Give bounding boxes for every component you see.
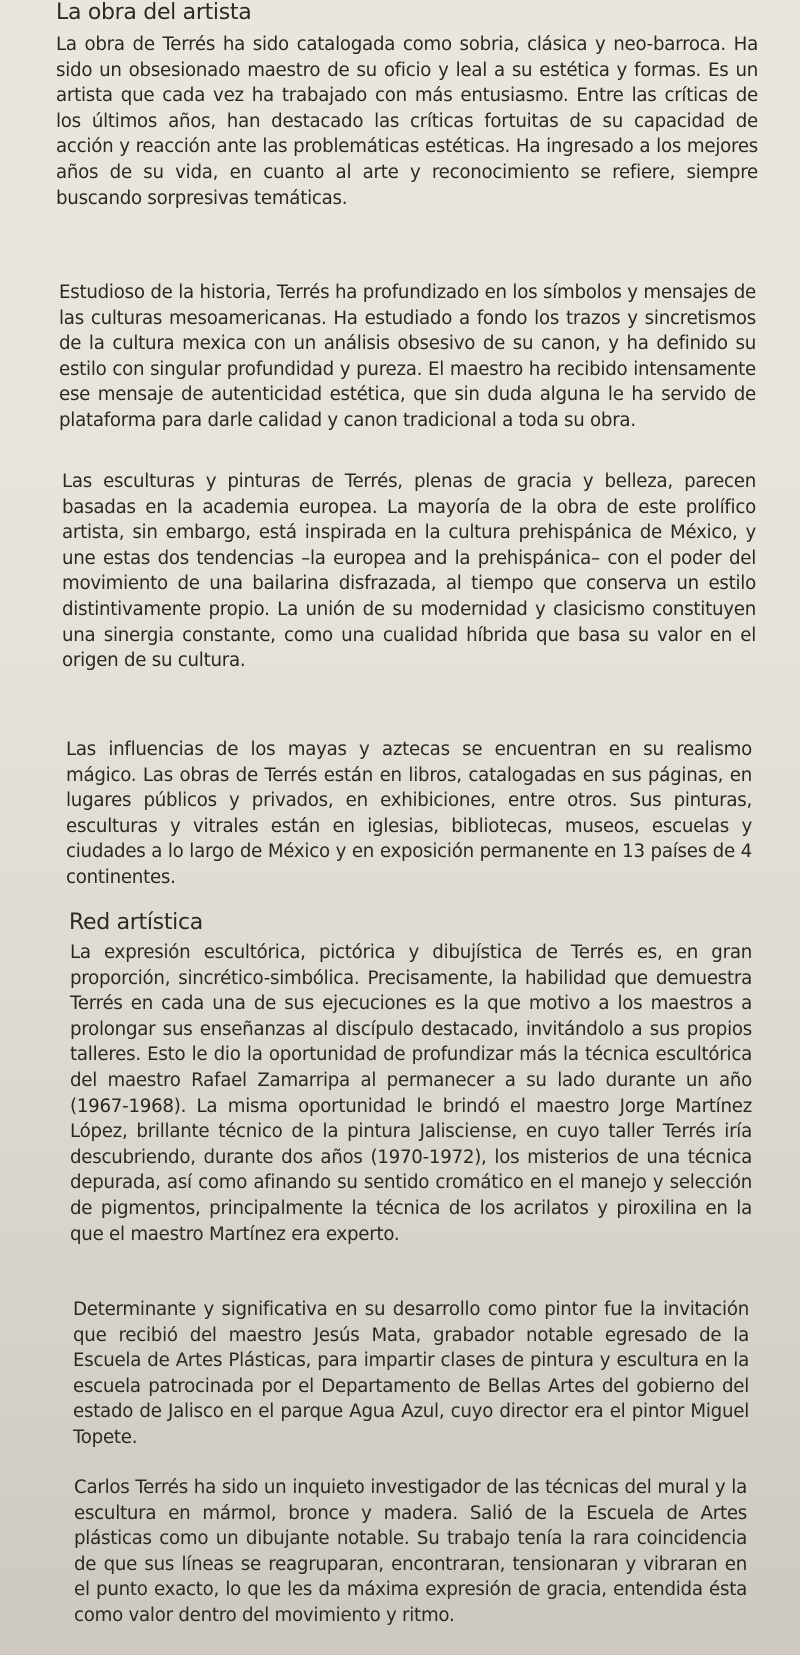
paragraph: Estudioso de la historia, Terrés ha profundizado en los símbolos y mensajes de las culturas mesoamericanas. Ha estudiado a fondo los trazos y sincretismos de la cultura mexica con un análisis obsesivo de su canon, y ha definido su estilo con singular profundidad y pureza. El maestro ha recibido intensamente ese mensaje de autenticidad estética, que sin duda alguna le ha servido de plataforma para darle calidad y canon tradicional a toda su obra.	[59, 282, 756, 431]
paragraph: La expresión escultórica, pictórica y dibujística de Terrés es, en gran proporción, sincrético-simbólica. Precisamente, la habilidad que demuestra Terrés en cada una de sus ejecuciones es la que motivo a los maestros a prolongar sus enseñanzas al discípulo destacado, invitándolo a sus propios talleres. Esto le dio la oportunidad de profundizar más la técnica escultórica del maestro Rafael Zamarripa al permanecer a su lado durante un año (1967-1968). La misma oportunidad le brindó el maestro Jorge Martínez López, brillante técnico de la pintura Jalisciense, en cuyo taller Terrés iría descubriendo, durante dos años (1970-1972), los misterios de una técnica depurada, así como afinando su sentido cromático en el manejo y selección de pigmentos, principalmente la técnica de los acrilatos y piroxilina en la que el maestro Martínez era experto.	[70, 942, 752, 1245]
paragraph: Determinante y significativa en su desarrollo como pintor fue la invitación que recibió del maestro Jesús Mata, grabador notable egresado de la Escuela de Artes Plásticas, para impartir clases de pintura y escultura en la escuela patrocinada por el Departamento de Bellas Artes del gobierno del estado de Jalisco en el parque Agua Azul, cuyo director era el pintor Miguel Topete.	[73, 1299, 749, 1448]
paragraph: Las esculturas y pinturas de Terrés, plenas de gracia y belleza, parecen basadas en la academia europea. La mayoría de la obra de este prolífico artista, sin embargo, está inspirada en la cultura prehispánica de México, y une estas dos tendencias –la europea and la prehispánica– con el poder del movimiento de una bailarina disfrazada, al tiempo que conserva un estilo distintivamente propio. La unión de su modernidad y clasicismo constituyen una sinergia constante, como una cualidad híbrida que basa su valor en el origen de su cultura.	[62, 471, 756, 672]
paragraph: Las influencias de los mayas y aztecas se encuentran en su realismo mágico. Las obras de Terrés están en libros, catalogadas en sus páginas, en lugares públicos y privados, en exhibiciones, entre otros. Sus pinturas, esculturas y vitrales están en iglesias, bibliotecas, museos, escuelas y ciudades a lo largo de México y en exposición permanente en 13 países de 4 continentes.	[66, 739, 752, 888]
paragraph: La obra de Terrés ha sido catalogada como sobria, clásica y neo-barroca. Ha sido un obsesionado maestro de su oficio y leal a su estética y formas. Es un artista que cada vez ha trabajado con más entusiasmo. Entre las críticas de los últimos años, han destacado las críticas fortuitas de su capacidad de acción y reacción ante las problemáticas estéticas. Ha ingresado a los mejores años de su vida, en cuanto al arte y reconocimiento se refiere, siempre buscando sorpresivas temáticas.	[56, 34, 758, 209]
section-title-red-artistica: Red artística	[69, 910, 203, 935]
section-title-la-obra-del-artista: La obra del artista	[56, 0, 252, 25]
paragraph: Carlos Terrés ha sido un inquieto investigador de las técnicas del mural y la escultura en mármol, bronce y madera. Salió de la Escuela de Artes plásticas como un dibujante notable. Su trabajo tenía la rara coincidencia de que sus líneas se reagruparan, encontraran, tensionaran y vibraran en el punto exacto, lo que les da máxima expresión de gracia, entendida ésta como valor dentro del movimiento y ritmo.	[74, 1477, 747, 1626]
